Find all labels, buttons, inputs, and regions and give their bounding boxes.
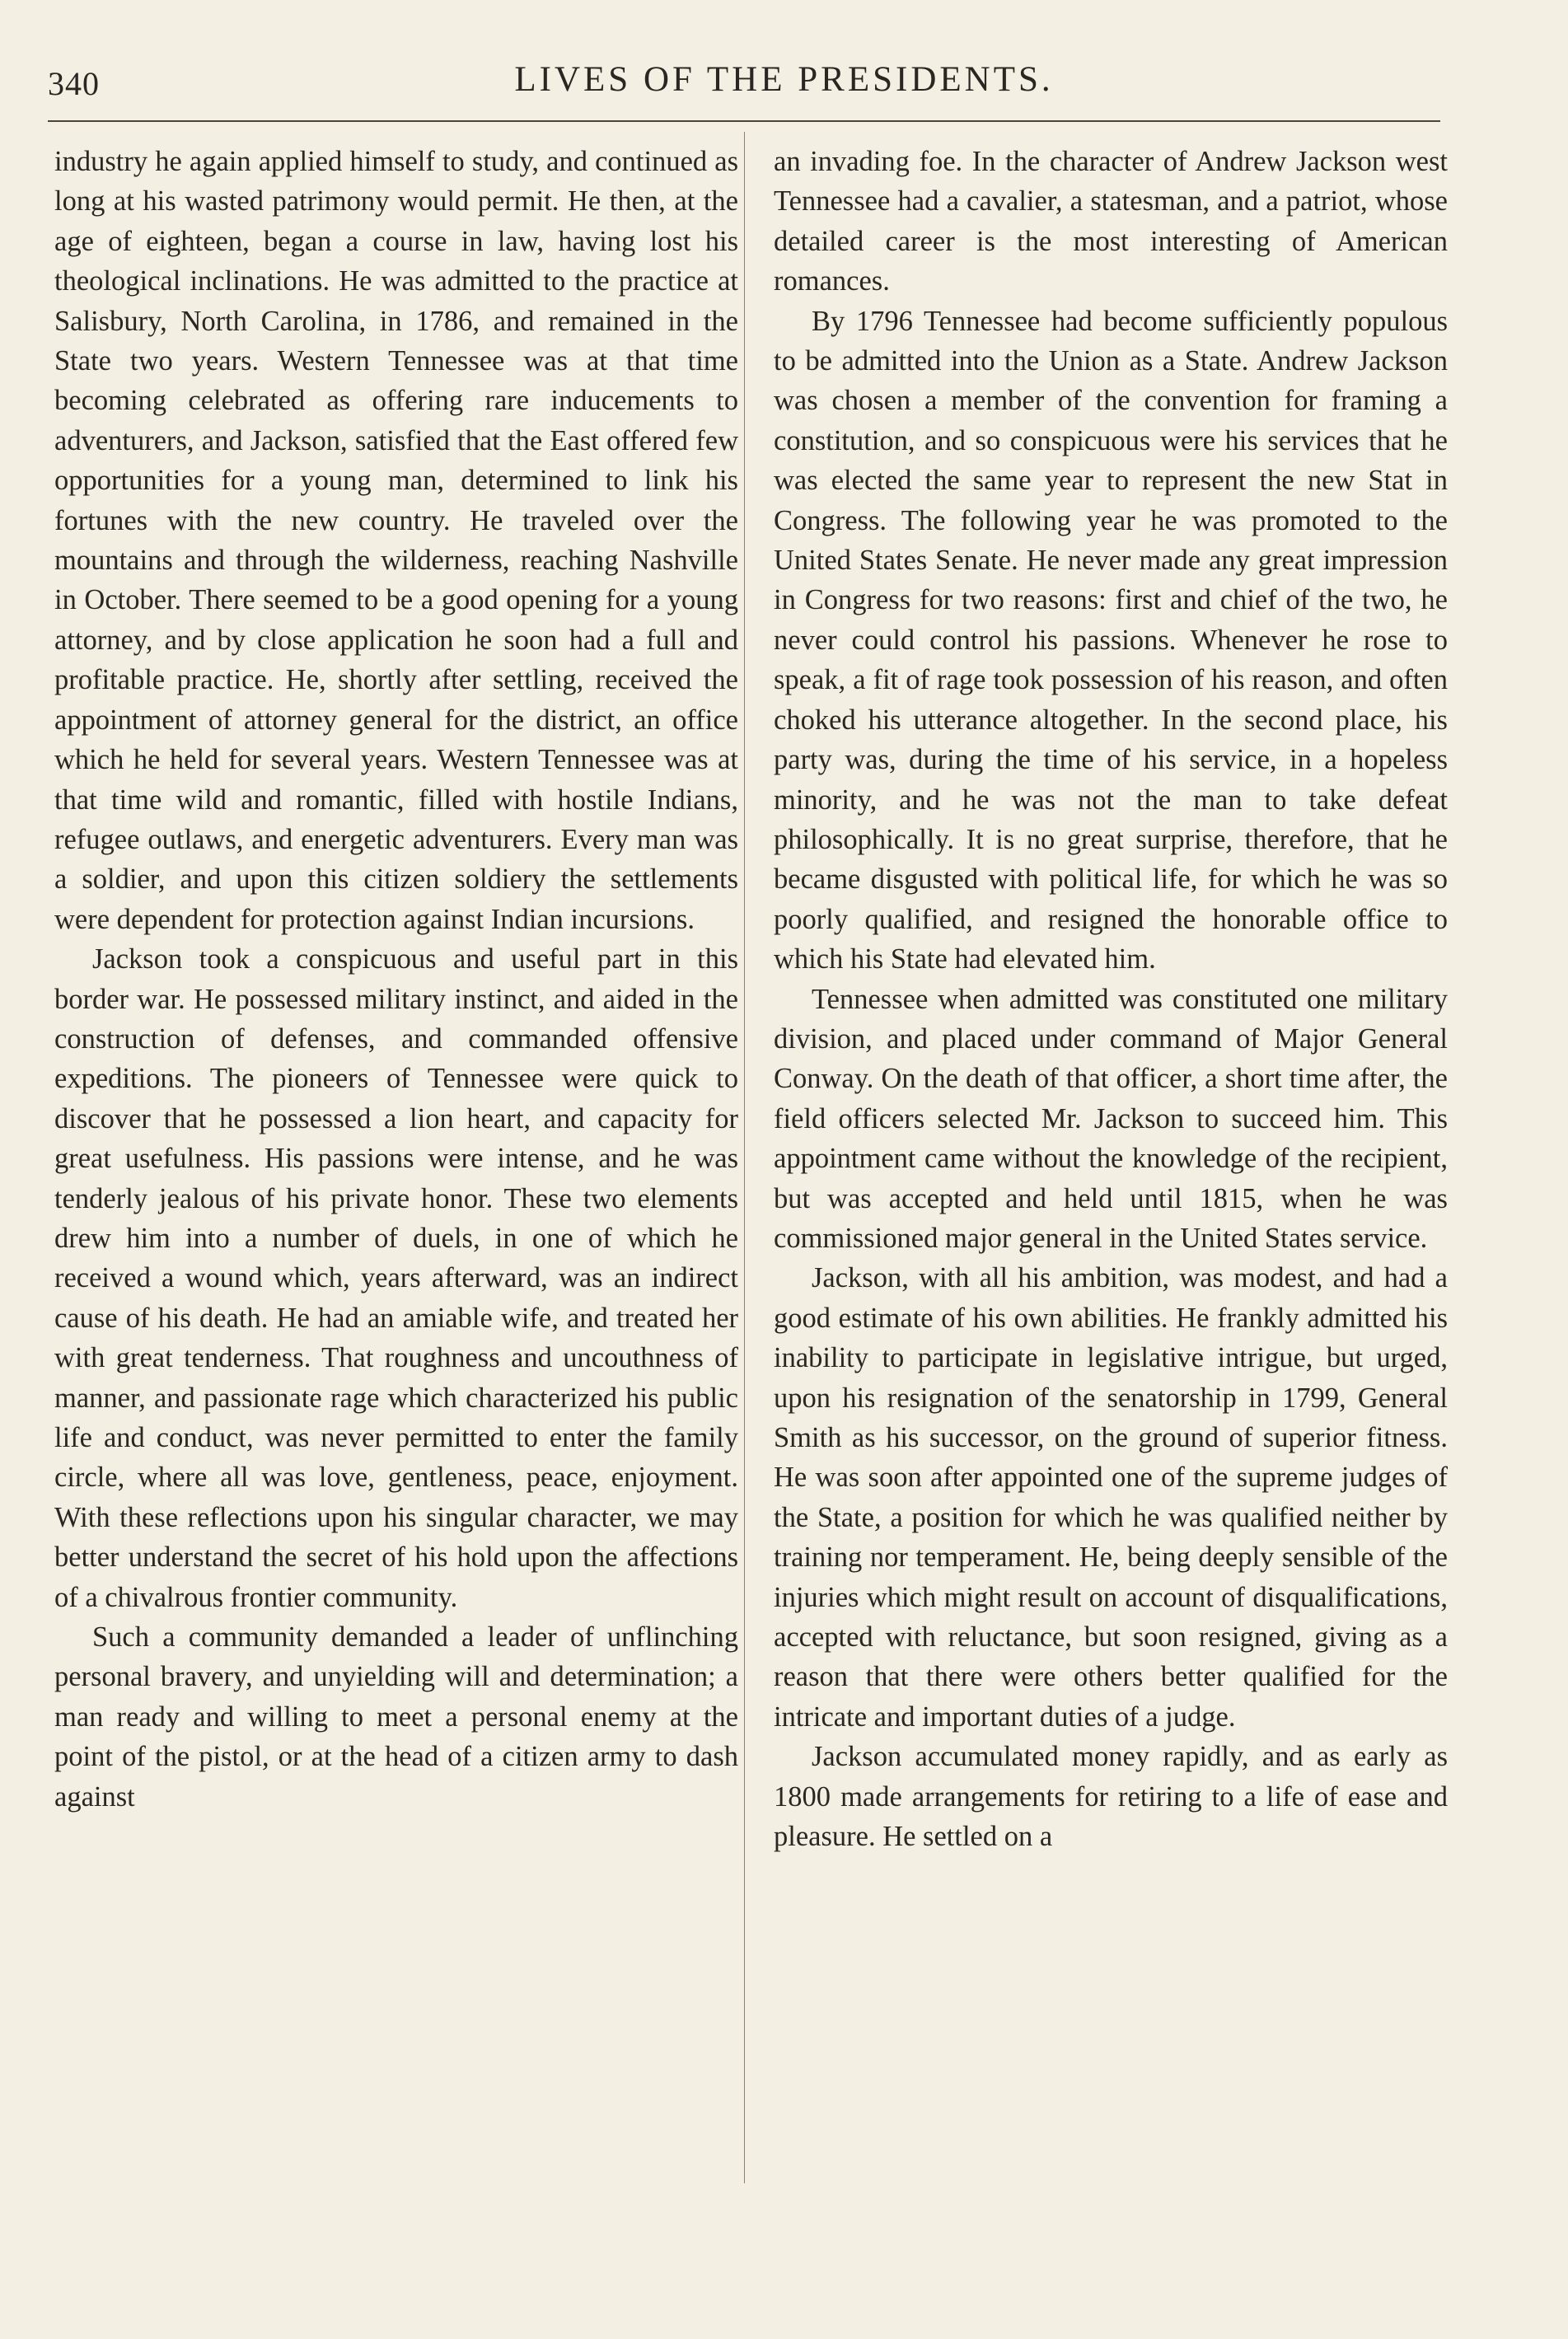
paragraph: Jackson, with all his ambition, was modest, and had a good estimate of his own abilities. He frankly admitted his inability to participate in legislative intrigue, but urged, upon his resignation of the senatorship in 1799, General Smith as his successor, on the ground of superior fitness. He was soon after appointed one of the supreme judges of the State, a position for which he was qualified neither by training nor temperament. He, being deeply sensible of the injuries which might result on account of disqualifications, accepted with reluctance, but soon resigned, giving as a reason that there were others better qualified for the intricate and important duties of a judge.: [774, 1262, 1448, 1733]
header-rule: [48, 120, 1440, 122]
running-title: LIVES OF THE PRESIDENTS.: [514, 60, 1054, 99]
paragraph: an invading foe. In the character of Andrew Jackson west Tennessee had a cavalier, a statesman, and a patriot, whose detailed career is the most interesting of American romances.: [774, 146, 1448, 297]
right-column: [774, 142, 1448, 1856]
paragraph: Jackson took a conspicuous and useful part in this border war. He possessed military instinct, and aided in the construction of defenses, and commanded offensive expeditions. The pioneers of Tennessee were quick to discover that he possessed a lion heart, and capacity for great usefulness. His passions were intense, and he was tenderly jealous of his private honor. These two elements drew him into a number of duels, in one of which he received a wound which, years afterward, was an indirect cause of his death. He had an amiable wife, and treated her with great tenderness. That roughness and uncouthness of manner, and passionate rage which characterized his public life and conduct, was never permitted to enter the family circle, where all was love, gentleness, peace, enjoyment. With these reflections upon his singular character, we may better understand the secret of his hold upon the affections of a chivalrous frontier community.: [54, 943, 738, 1613]
paragraph: Tennessee when admitted was constituted one military division, and placed under command of Major General Conway. On the death of that officer, a short time after, the field officers selected Mr. Jackson to succeed him. This appointment came without the knowledge of the recipient, but was accepted and held until 1815, when he was commissioned major general in the United States service.: [774, 983, 1448, 1254]
paragraph: industry he again applied himself to study, and continued as long at his wasted patrimony would permit. He then, at the age of eighteen, began a course in law, having lost his theological inclinations. He was admitted to the practice at Salisbury, North Carolina, in 1786, and remained in the State two years. Western Tennessee was at that time becoming celebrated as offering rare inducements to adventurers, and Jackson, satisfied that the East offered few opportunities for a young man, determined to link his fortunes with the new country. He traveled over the mountains and through the wilderness, reaching Nashville in October. There seemed to be a good opening for a young attorney, and by close application he soon had a full and profitable practice. He, shortly after settling, received the appointment of attorney general for the district, an office which he held for several years. Western Tennessee was at that time wild and romantic, filled with hostile Indians, refugee outlaws, and energetic adventurers. Every man was a soldier, and upon this citizen soldiery the settlements were dependent for protection against Indian incursions.: [54, 146, 738, 935]
column-divider: [744, 132, 745, 2183]
paragraph: Such a community demanded a leader of unflinching personal bravery, and unyielding will and determination; a man ready and willing to meet a personal enemy at the point of the pistol, or at the head of a citizen army to dash against: [54, 1621, 738, 1813]
left-column: [54, 142, 738, 1817]
paragraph: By 1796 Tennessee had become sufficiently populous to be admitted into the Union as a State. Andrew Jackson was chosen a member of the convention for framing a constitution, and so conspicuous were his services that he was elected the same year to represent the new Stat in Congress. The following year he was promoted to the United States Senate. He never made any great impression in Congress for two reasons: first and chief of the two, he never could control his passions. Whenever he rose to speak, a fit of rage took possession of his reason, and often choked his utterance altogether. In the second place, his party was, during the time of his service, in a hopeless minority, and he was not the man to take defeat philosophically. It is no great surprise, therefore, that he became disgusted with political life, for which he was so poorly qualified, and resigned the honorable office to which his State had elevated him.: [774, 305, 1448, 975]
page-number: 340: [48, 65, 100, 102]
paragraph: Jackson accumulated money rapidly, and as early as 1800 made arrangements for retiring to a life of ease and pleasure. He settled on a: [774, 1741, 1448, 1853]
